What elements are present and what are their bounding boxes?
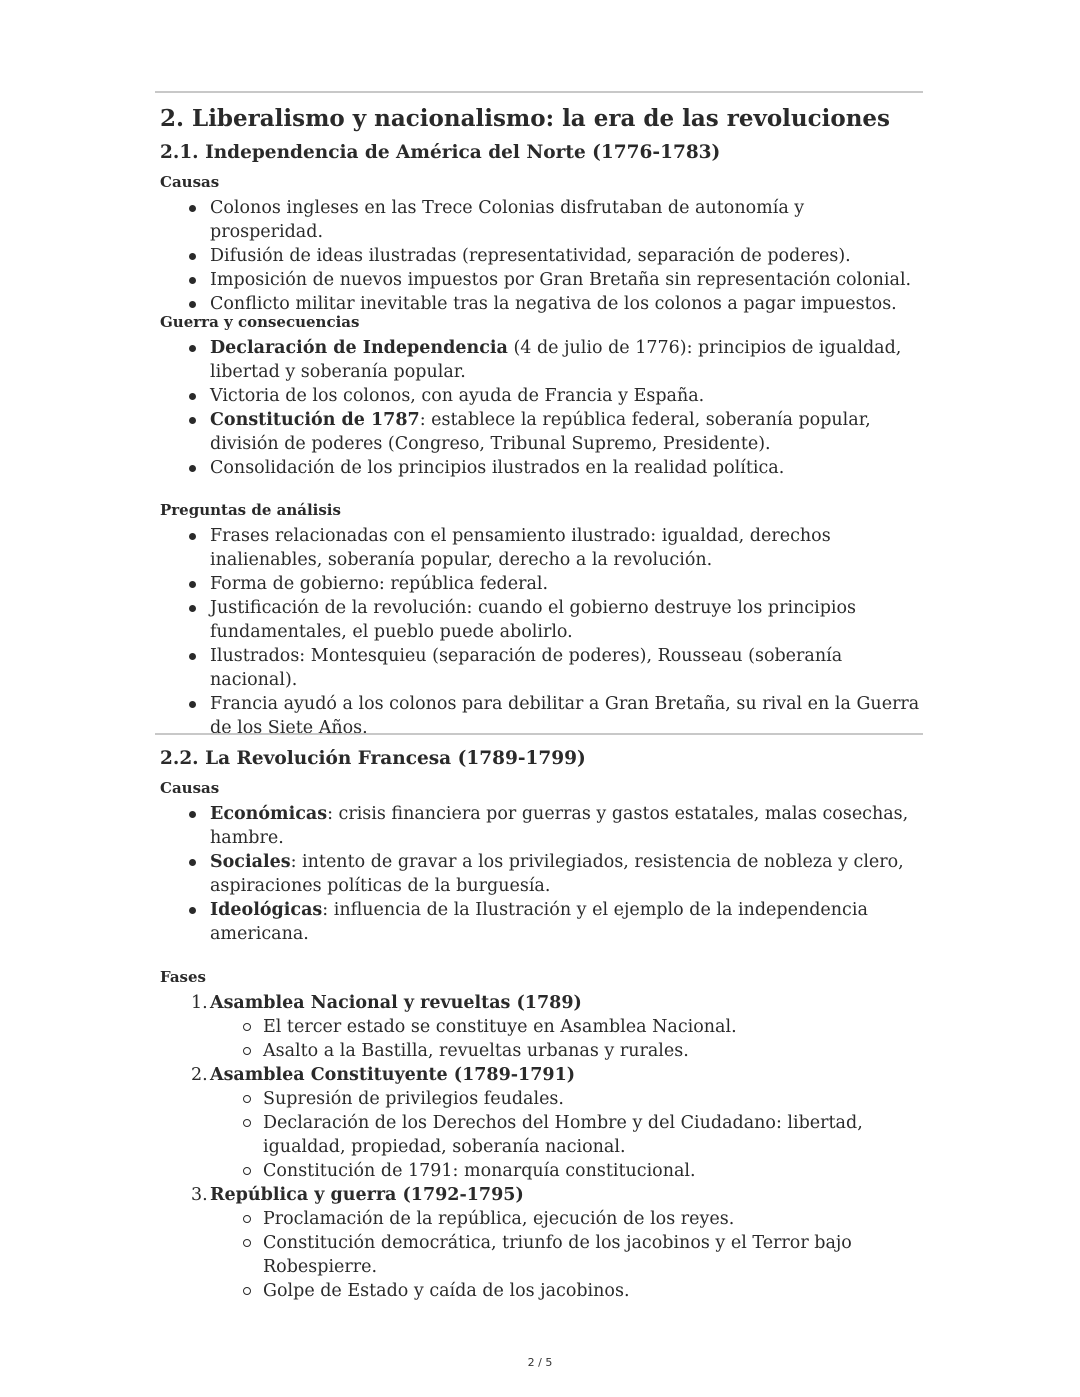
phase-item [160, 1063, 920, 1183]
list-item-text: : influencia de la Ilustración y el ejemplo de la independencia americana. [210, 900, 868, 944]
sub-item: Golpe de Estado y caída de los jacobinos. [210, 1279, 920, 1303]
list-item: Francia ayudó a los colonos para debilitar a Gran Bretaña, su rival en la Guerra de los Siete Años. [160, 692, 920, 740]
top-divider [155, 91, 923, 93]
subheading-preguntas: Preguntas de análisis [160, 501, 341, 519]
constitucion-term: Constitución de 1787 [210, 410, 420, 430]
list-item: Conflicto militar inevitable tras la negativa de los colonos a pagar impuestos. [160, 292, 920, 316]
list-item: Difusión de ideas ilustradas (representatividad, separación de poderes). [160, 244, 920, 268]
fases-list [160, 991, 920, 1303]
phase-number: 1. [191, 993, 208, 1013]
sub-item: El tercer estado se constituye en Asamblea Nacional. [210, 1015, 920, 1039]
phase-number: 2. [191, 1065, 208, 1085]
sub-item: Supresión de privilegios feudales. [210, 1087, 920, 1111]
list-item: Victoria de los colonos, con ayuda de Francia y España. [160, 384, 920, 408]
phase-title: Asamblea Nacional y revueltas (1789) [210, 993, 582, 1013]
list-item [160, 336, 920, 384]
phase-sublist [210, 1015, 920, 1063]
sub-item: Constitución democrática, triunfo de los jacobinos y el Terror bajo Robespierre. [210, 1231, 920, 1279]
section-heading-2-2: 2.2. La Revolución Francesa (1789-1799) [160, 748, 586, 769]
list-item-text: : intento de gravar a los privilegiados, resistencia de nobleza y clero, aspiraciones políticas de la burguesía. [210, 852, 904, 896]
list-item [160, 408, 920, 456]
phase-item [160, 991, 920, 1063]
causas-francia-list [160, 802, 920, 946]
list-item: Frases relacionadas con el pensamiento ilustrado: igualdad, derechos inalienables, soberanía popular, derecho a la revolución. [160, 524, 920, 572]
list-item-text: (4 de julio de 1776): principios de igualdad, libertad y soberanía popular. [210, 338, 902, 382]
economicas-term: Económicas [210, 804, 328, 824]
list-item-text: : establece la república federal, soberanía popular, división de poderes (Congreso, Tribunal Supremo, Presidente). [210, 410, 871, 454]
ideologicas-term: Ideológicas [210, 900, 323, 920]
sub-item: Asalto a la Bastilla, revueltas urbanas y rurales. [210, 1039, 920, 1063]
list-item [160, 802, 920, 850]
phase-item [160, 1183, 920, 1303]
phase-sublist [210, 1087, 920, 1183]
list-item [160, 898, 920, 946]
subheading-causas-francia: Causas [160, 779, 220, 797]
list-item [160, 850, 920, 898]
phase-sublist [210, 1207, 920, 1303]
phase-title: Asamblea Constituyente (1789-1791) [210, 1065, 576, 1085]
list-item-text: : crisis financiera por guerras y gastos estatales, malas cosechas, hambre. [210, 804, 909, 848]
subheading-fases: Fases [160, 968, 206, 986]
guerra-list [160, 336, 920, 480]
list-item: Colonos ingleses en las Trece Colonias disfrutaban de autonomía y prosperidad. [160, 196, 920, 244]
section-divider [155, 733, 923, 735]
list-item: Forma de gobierno: república federal. [160, 572, 920, 596]
sub-item: Declaración de los Derechos del Hombre y del Ciudadano: libertad, igualdad, propiedad, soberanía nacional. [210, 1111, 920, 1159]
phase-number: 3. [191, 1185, 208, 1205]
sociales-term: Sociales [210, 852, 291, 872]
list-item: Ilustrados: Montesquieu (separación de poderes), Rousseau (soberanía nacional). [160, 644, 920, 692]
subheading-causas-america: Causas [160, 173, 220, 191]
section-heading-2-1: 2.1. Independencia de América del Norte (1776-1783) [160, 142, 721, 163]
sub-item: Constitución de 1791: monarquía constitucional. [210, 1159, 920, 1183]
preguntas-list [160, 524, 920, 740]
list-item: Consolidación de los principios ilustrados en la realidad política. [160, 456, 920, 480]
list-item: Imposición de nuevos impuestos por Gran Bretaña sin representación colonial. [160, 268, 920, 292]
subheading-guerra: Guerra y consecuencias [160, 313, 360, 331]
list-item: Justificación de la revolución: cuando el gobierno destruye los principios fundamentales, el pueblo puede abolirlo. [160, 596, 920, 644]
declaracion-term: Declaración de Independencia [210, 338, 508, 358]
chapter-title: 2. Liberalismo y nacionalismo: la era de las revoluciones [160, 105, 891, 132]
phase-title: República y guerra (1792-1795) [210, 1185, 524, 1205]
causas-america-list [160, 196, 920, 316]
sub-item: Proclamación de la república, ejecución de los reyes. [210, 1207, 920, 1231]
page-number: 2 / 5 [527, 1356, 553, 1369]
